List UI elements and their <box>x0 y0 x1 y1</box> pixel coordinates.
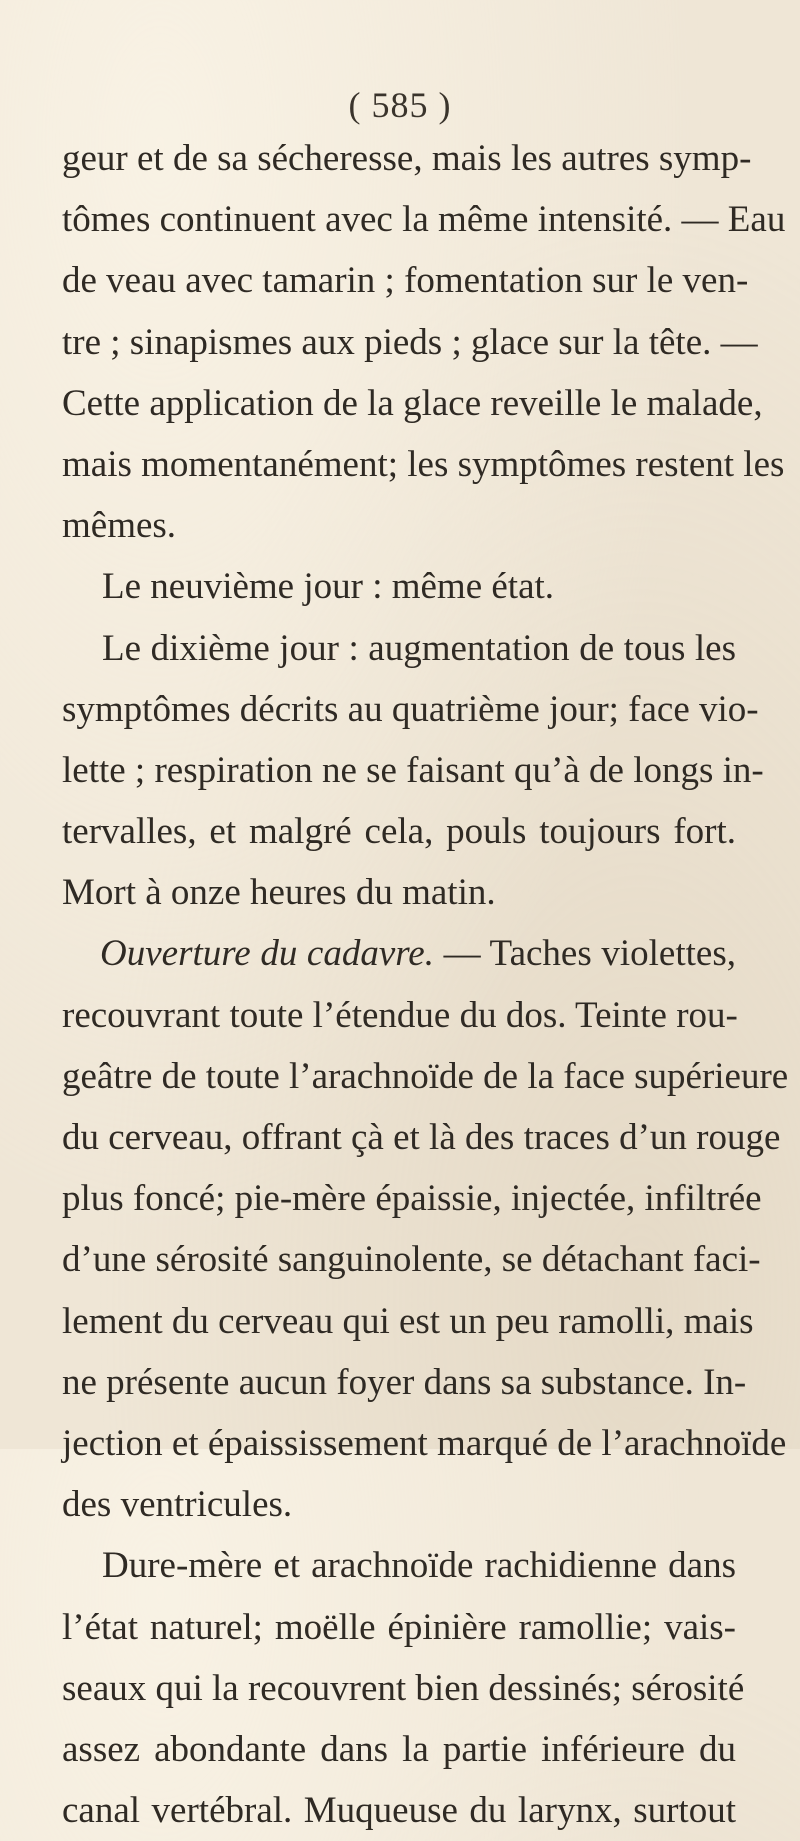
text-fragment: — Taches violettes, <box>433 933 736 975</box>
text-line: tômes continuent avec la même intensité. — Eau <box>62 199 786 241</box>
text-line: du cerveau, offrant çà et là des traces d’un rouge <box>62 1117 781 1158</box>
body-text <box>62 128 789 1841</box>
text-line <box>62 923 736 984</box>
text-line: assez abondante dans la partie inférieure du <box>62 1728 736 1770</box>
text-line: mêmes. <box>62 505 177 547</box>
text-line: geur et de sa sécheresse, mais les autres symp- <box>62 138 752 179</box>
text-line: des ventricules. <box>62 1484 293 1526</box>
text-line: seaux qui la recouvrent bien dessinés; sérosité <box>62 1667 745 1709</box>
text-line: Cette application de la glace reveille le malade, <box>62 382 763 424</box>
text-line: ne présente aucun foyer dans sa substance. In- <box>62 1361 747 1403</box>
text-line: tre ; sinapismes aux pieds ; glace sur la tête. — <box>62 321 758 363</box>
text-line: d’une sérosité sanguinolente, se détachant faci- <box>62 1239 761 1281</box>
text-line: lement du cerveau qui est un peu ramolli, mais <box>62 1300 754 1342</box>
text-line: Le dixième jour : augmentation de tous les <box>102 627 736 669</box>
text-line: plus foncé; pie-mère épaissie, injectée, infiltrée <box>62 1178 762 1220</box>
page-number: ( 585 ) <box>348 85 452 125</box>
section-heading: Ouverture du cadavre. <box>100 933 434 975</box>
text-line: tervalles, et malgré cela, pouls toujours fort. <box>62 811 736 853</box>
text-line: lette ; respiration ne se faisant qu’à de longs in- <box>62 749 764 791</box>
text-line: Mort à onze heures du matin. <box>62 872 496 914</box>
text-line: Dure-mère et arachnoïde rachidienne dans <box>102 1545 736 1587</box>
text-line: canal vertébral. Muqueuse du larynx, surtout <box>62 1790 736 1832</box>
text-line: mais momentanément; les symptômes restent les <box>62 443 785 485</box>
text-line: l’état naturel; moëlle épinière ramollie; vais- <box>62 1606 736 1648</box>
text-line: symptômes décrits au quatrième jour; face vio- <box>62 688 759 730</box>
text-line: jection et épaississement marqué de l’arachnoïde <box>62 1422 787 1464</box>
text-line: Le neuvième jour : même état. <box>102 566 555 608</box>
text-line: geâtre de toute l’arachnoïde de la face supérieure <box>62 1055 789 1097</box>
text-line: recouvrant toute l’étendue du dos. Teinte rou- <box>62 994 738 1036</box>
text-line: de veau avec tamarin ; fomentation sur le ven- <box>62 260 749 302</box>
